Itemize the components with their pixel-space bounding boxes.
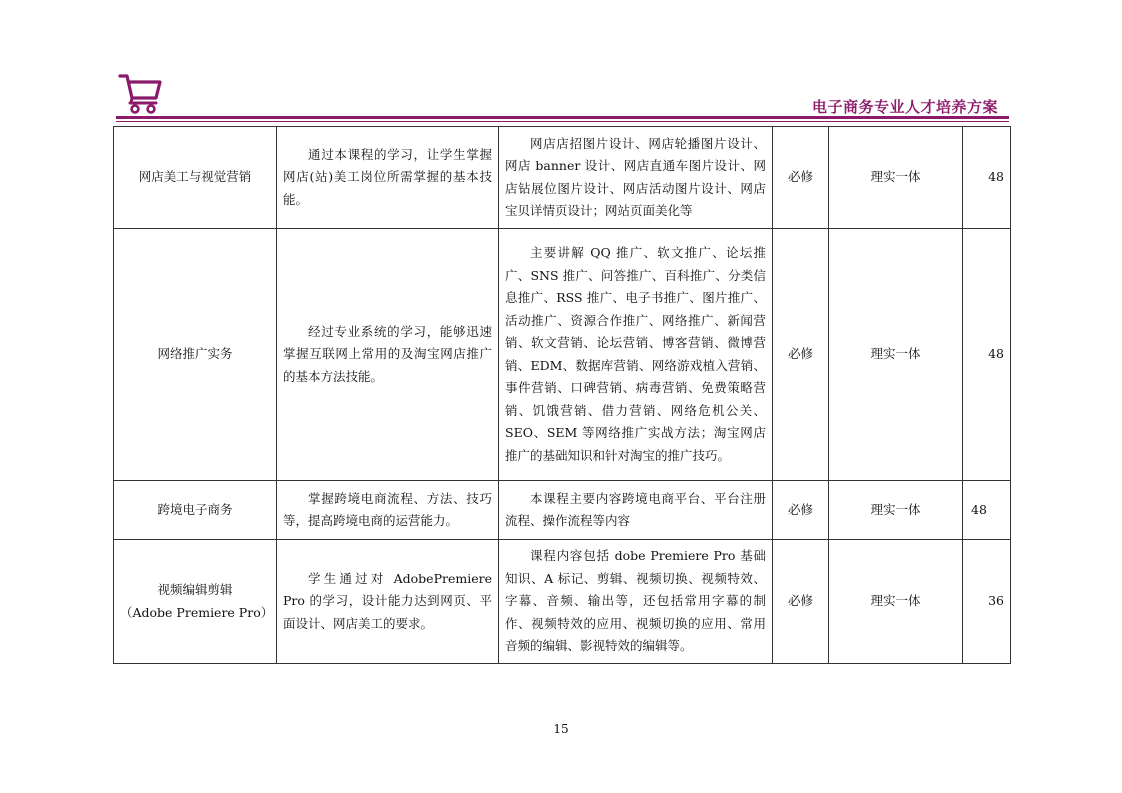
table-row [114,127,1011,229]
document-title: 电子商务专业人才培养方案 [811,98,998,116]
table-row [114,229,1011,481]
course-content: 本课程主要内容跨境电商平台、平台注册流程、操作流程等内容 [499,481,773,540]
course-name: 网络推广实务 [114,229,277,481]
teaching-mode: 理实一体 [829,229,963,481]
course-type: 必修 [773,540,829,664]
course-name-cell [114,540,277,664]
course-hours: 48 [963,127,1011,229]
page-number: 15 [553,722,569,736]
course-objective: 学生通过对 AdobePremiere Pro 的学习，设计能力达到网页、平面设计、网店美工的要求。 [277,540,499,664]
course-objective: 经过专业系统的学习，能够迅速掌握互联网上常用的及淘宝网店推广的基本方法技能。 [277,229,499,481]
shopping-cart-icon [118,72,162,114]
course-content: 主要讲解 QQ 推广、软文推广、论坛推广、SNS 推广、问答推广、百科推广、分类信息推广、RSS 推广、电子书推广、图片推广、活动推广、资源合作推广、网络推广、新闻营销、软文营销、论坛营销、博客营销、微博营销、EDM、数据库营销、网络游戏植入营销、事件营销、口碑营销、病毒营销、免费策略营销、饥饿营销、借力营销、网络危机公关、SEO、SEM 等网络推广实战方法；淘宝网店推广的基础知识和针对淘宝的推广技巧。 [499,229,773,481]
course-hours: 36 [963,540,1011,664]
teaching-mode: 理实一体 [829,127,963,229]
course-type: 必修 [773,481,829,540]
course-name: 跨境电子商务 [114,481,277,540]
course-content: 网店店招图片设计、网店轮播图片设计、网店 banner 设计、网店直通车图片设计、网店钻展位图片设计、网店活动图片设计、网店宝贝详情页设计；网站页面美化等 [499,127,773,229]
table-row [114,481,1011,540]
course-name: 网店美工与视觉营销 [114,127,277,229]
teaching-mode: 理实一体 [829,481,963,540]
course-hours: 48 [963,481,1011,540]
course-objective: 通过本课程的学习，让学生掌握网店(站)美工岗位所需掌握的基本技能。 [277,127,499,229]
course-name: 视频编辑剪辑 [157,582,233,597]
course-content: 课程内容包括 dobe Premiere Pro 基础知识、A 标记、剪辑、视频切换、视频特效、字幕、音频、输出等，还包括常用字幕的制作、视频特效的应用、视频切换的应用、常用音频的编辑、影视特效的编辑等。 [499,540,773,664]
course-table [113,126,1011,664]
course-objective: 掌握跨境电商流程、方法、技巧等，提高跨境电商的运营能力。 [277,481,499,540]
header-rule [116,116,1009,119]
table-row [114,540,1011,664]
course-type: 必修 [773,229,829,481]
teaching-mode: 理实一体 [829,540,963,664]
course-hours: 48 [963,229,1011,481]
header-rule-thin [116,121,1009,122]
course-type: 必修 [773,127,829,229]
course-name-sub: （Adobe Premiere Pro） [120,604,274,620]
